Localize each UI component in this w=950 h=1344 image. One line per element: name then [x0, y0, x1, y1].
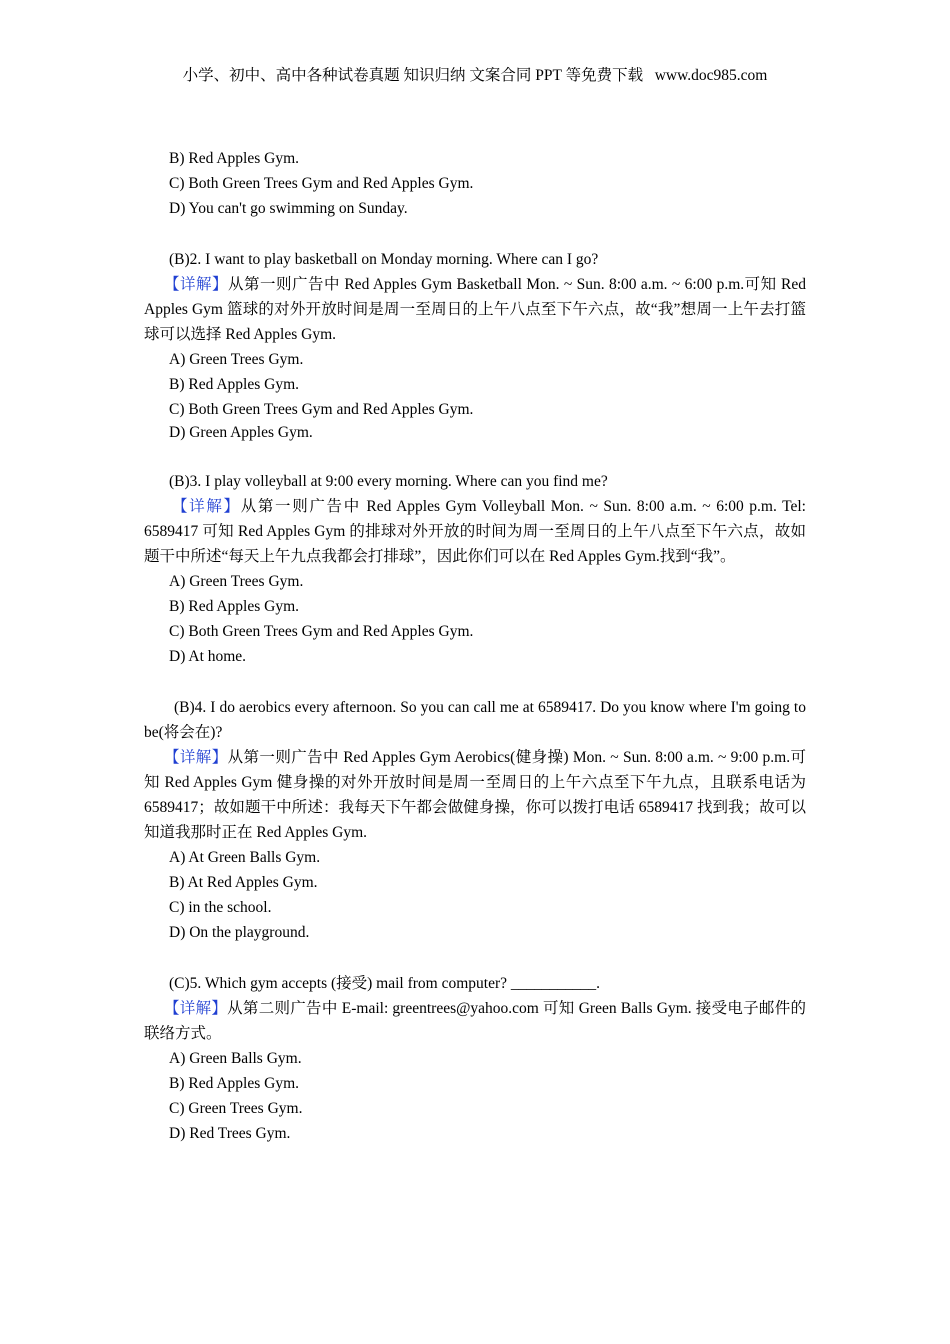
explanation-text: 从第二则广告中 E-mail: greentrees@yahoo.com 可知 Green Balls Gym. 接受电子邮件的联络方式。 [144, 1000, 806, 1042]
explanation [144, 272, 806, 347]
question-stem: (C)5. Which gym accepts (接受) mail from computer? ___________. [169, 975, 601, 992]
question-3 [144, 469, 806, 669]
option-a: A) Green Balls Gym. [169, 1050, 302, 1067]
explanation-text: 从第一则广告中 Red Apples Gym Volleyball Mon. ~ Sun. 8:00 a.m. ~ 6:00 p.m. Tel: 6589417 可知 Red Apples Gym 的排球对外开放的时间为周一至周日的上午八点至下午六点，故如题干中所述“每天上午九点我都会打排球”，因此你们可以在 Red Apples Gym.找到“我”。 [144, 498, 806, 565]
option-c: C) Both Green Trees Gym and Red Apples Gym. [169, 623, 474, 640]
option-b: B) Red Apples Gym. [169, 150, 300, 167]
option-c: C) Both Green Trees Gym and Red Apples Gym. [169, 175, 474, 192]
option-a: A) Green Trees Gym. [169, 573, 304, 590]
question-stem: (B)4. I do aerobics every afternoon. So you can call me at 6589417. Do you know where I'm going to be(将会在)? [144, 699, 806, 741]
explanation [144, 996, 806, 1046]
question-5 [144, 971, 806, 1146]
option-a: A) Green Trees Gym. [169, 351, 304, 368]
option-b: B) Red Apples Gym. [169, 1075, 300, 1092]
option-d: D) On the playground. [169, 924, 310, 941]
explanation [144, 745, 806, 845]
document-body [144, 146, 806, 1146]
option-b: B) Red Apples Gym. [169, 376, 300, 393]
question-1-tail-options [144, 146, 806, 221]
option-c: C) Both Green Trees Gym and Red Apples Gym. [169, 401, 474, 418]
explanation-text: 从第一则广告中 Red Apples Gym Basketball Mon. ~ Sun. 8:00 a.m. ~ 6:00 p.m.可知 Red Apples Gym 篮球的对外开放时间是周一至周日的上午八点至下午六点，故“我”想周一上午去打篮球可以选择 Red Apples Gym. [144, 276, 806, 343]
explain-tag: 【详解】 [164, 1000, 228, 1017]
explanation-text: 从第一则广告中 Red Apples Gym Aerobics(健身操) Mon. ~ Sun. 8:00 a.m. ~ 9:00 p.m.可知 Red Apples Gym 健身操的对外开放时间是周一至周日的上午六点至下午九点，且联系电话为 6589417；故如题干中所述：我每天下午都会做健身操，你可以拨打电话 6589417 找到我；故可以知道我那时正在 Red Apples Gym. [144, 749, 806, 841]
option-a: A) At Green Balls Gym. [169, 849, 321, 866]
option-c: C) in the school. [169, 899, 272, 916]
option-c: C) Green Trees Gym. [169, 1100, 303, 1117]
option-b: B) Red Apples Gym. [169, 598, 300, 615]
page-header: 小学、初中、高中各种试卷真题 知识归纳 文案合同 PPT 等免费下载 www.doc985.com [182, 67, 768, 84]
explanation [144, 494, 806, 569]
question-4 [144, 695, 806, 945]
question-stem: (B)3. I play volleyball at 9:00 every morning. Where can you find me? [169, 473, 608, 490]
question-2 [144, 247, 806, 443]
option-b: B) At Red Apples Gym. [169, 874, 318, 891]
option-d: D) At home. [169, 648, 247, 665]
question-stem: (B)2. I want to play basketball on Monday morning. Where can I go? [169, 251, 599, 268]
explain-tag: 【详解】 [164, 749, 228, 766]
option-d: D) Green Apples Gym. [169, 424, 313, 441]
explain-tag: 【详解】 [164, 276, 228, 293]
explain-tag: 【详解】 [172, 498, 241, 515]
option-d: D) You can't go swimming on Sunday. [169, 200, 408, 217]
option-d: D) Red Trees Gym. [169, 1125, 291, 1142]
